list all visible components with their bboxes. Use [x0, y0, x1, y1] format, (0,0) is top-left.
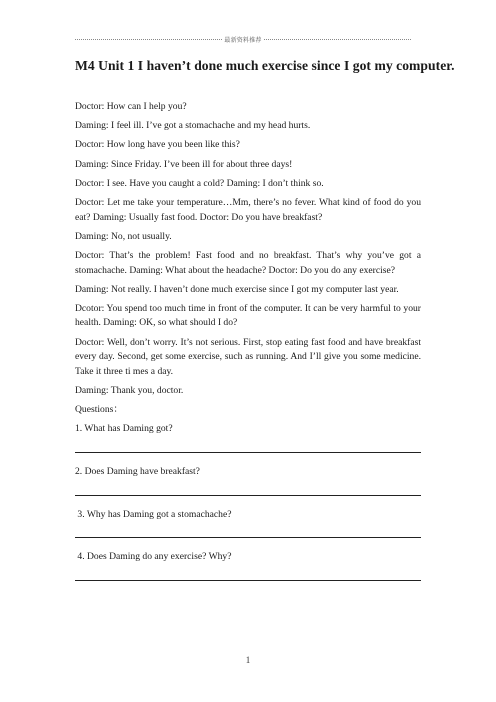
question-text: 1. What has Daming got?: [75, 423, 173, 435]
document-title: M4 Unit 1 I haven’t done much exercise since I got my computer.: [75, 58, 455, 73]
header-dots-right: [264, 39, 411, 40]
page-number: 1: [245, 655, 251, 665]
document-body: [75, 100, 421, 593]
dialogue-line: Doctor: Let me take your temperature…Mm, there’s no fever. What kind of food do you eat? Daming: Usually fast food. Doctor: Do you have breakfast?: [75, 196, 421, 223]
questions-heading: Questions：: [75, 404, 123, 416]
header-label: 最新资料推荐: [224, 38, 262, 44]
dialogue-line: Daming: Not really. I haven’t done much exercise since I got my computer last year.: [75, 283, 399, 295]
answer-line: [75, 443, 421, 453]
answer-line: [75, 486, 421, 496]
header-dots-left: [75, 39, 222, 40]
page-header: [75, 35, 411, 44]
dialogue-line: Daming: I feel ill. I’ve got a stomachache and my head hurts.: [75, 120, 311, 132]
answer-line: [75, 528, 421, 538]
dialogue-line: Doctor: I see. Have you caught a cold? Daming: I don’t think so.: [75, 177, 324, 189]
dialogue-line: Daming: Thank you, doctor.: [75, 385, 184, 397]
question-text: 2. Does Daming have breakfast?: [75, 466, 200, 477]
dialogue-line: Doctor: How long have you been like this?: [75, 139, 240, 151]
dialogue-line: Daming: No, not usually.: [75, 230, 172, 242]
question-text: 3. Why has Daming got a stomachache?: [75, 508, 232, 520]
dialogue-line: Doctor: Well, don’t worry. It’s not serious. First, stop eating fast food and have breakfast every day. Second, get some exercise, such as running. And I’ll give you some medicine. Take it three ti mes a day.: [75, 336, 421, 377]
question-text: 4. Does Daming do any exercise? Why?: [75, 551, 232, 563]
dialogue-line: Dcotor: You spend too much time in front of the computer. It can be very harmful to your health. Daming: OK, so what should I do?: [75, 302, 421, 329]
dialogue-line: Daming: Since Friday. I’ve been ill for about three days!: [75, 158, 293, 170]
dialogue-line: Doctor: How can I help you?: [75, 101, 187, 112]
dialogue-line: Doctor: That’s the problem! Fast food and no breakfast. That’s why you’ve got a stomachache. Daming: What about the headache? Doctor: Do you do any exercise?: [75, 249, 421, 276]
answer-line: [75, 571, 421, 581]
